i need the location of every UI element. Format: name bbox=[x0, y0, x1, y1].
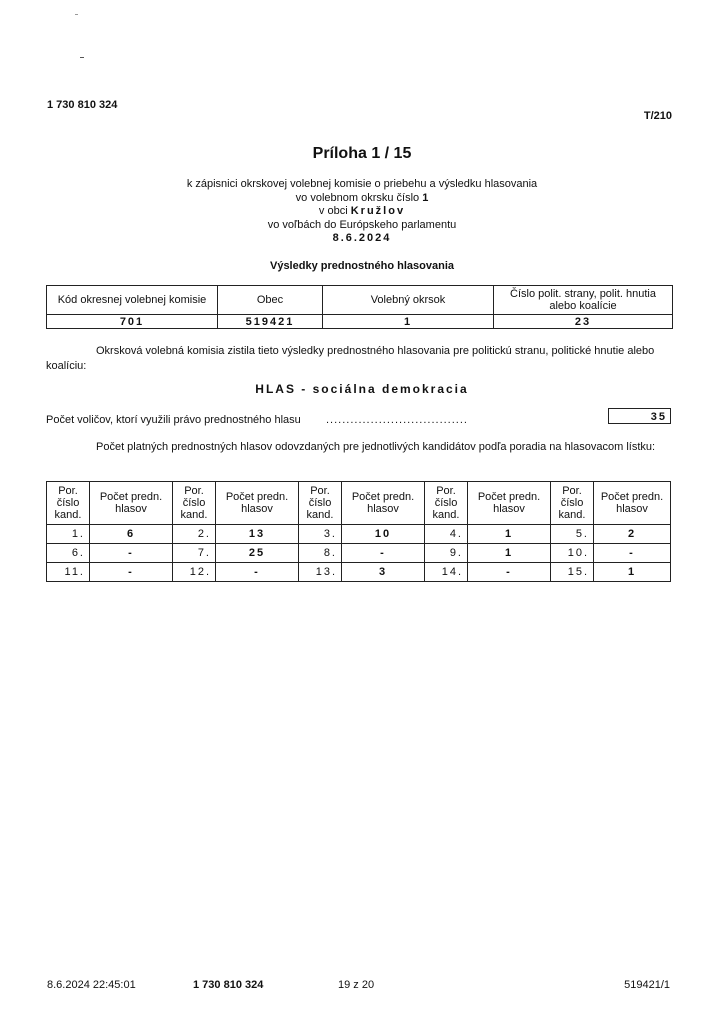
intro-line bbox=[0, 192, 724, 206]
party-name: HLAS - sociálna demokracia bbox=[255, 382, 469, 396]
footer-datetime: 8.6.2024 22:45:01 bbox=[47, 979, 136, 991]
info-table-value-row bbox=[47, 315, 673, 329]
voters-label: Počet voličov, ktorí využili právo prednostného hlasu bbox=[46, 414, 301, 426]
header-cell: Kód okresnej volebnej komisie bbox=[47, 286, 218, 315]
table-row bbox=[47, 525, 671, 544]
col-header-votes: Počet predn. hlasov bbox=[594, 482, 671, 525]
candidate-number: 8. bbox=[299, 544, 342, 563]
col-header-number: Por. číslo kand. bbox=[47, 482, 90, 525]
section-title: Výsledky prednostného hlasovania bbox=[269, 260, 454, 272]
header-cell: Číslo polit. strany, polit. hnutia alebo koalície bbox=[494, 286, 673, 315]
col-header-number: Por. číslo kand. bbox=[551, 482, 594, 525]
candidate-number: 2. bbox=[173, 525, 216, 544]
col-header-votes: Počet predn. hlasov bbox=[90, 482, 173, 525]
candidate-votes: - bbox=[90, 563, 173, 582]
candidates-table bbox=[46, 481, 671, 582]
election-date: 8.6.2024 bbox=[332, 232, 392, 244]
intro-line bbox=[0, 205, 724, 219]
candidate-number: 11. bbox=[47, 563, 90, 582]
candidate-votes: 1 bbox=[594, 563, 671, 582]
candidates-header-row bbox=[47, 482, 671, 525]
candidate-number: 14. bbox=[425, 563, 468, 582]
candidate-number: 15. bbox=[551, 563, 594, 582]
candidate-number: 13. bbox=[299, 563, 342, 582]
scan-speck bbox=[75, 14, 78, 15]
value-cell: 519421 bbox=[218, 315, 323, 329]
candidate-number: 12. bbox=[173, 563, 216, 582]
form-code: T/210 bbox=[643, 110, 672, 122]
candidate-number: 1. bbox=[47, 525, 90, 544]
candidate-votes: 1 bbox=[468, 525, 551, 544]
candidate-number: 9. bbox=[425, 544, 468, 563]
candidate-votes: 10 bbox=[342, 525, 425, 544]
scan-speck bbox=[80, 57, 84, 58]
candidate-number: 4. bbox=[425, 525, 468, 544]
candidate-votes: - bbox=[594, 544, 671, 563]
candidate-number: 3. bbox=[299, 525, 342, 544]
col-header-number: Por. číslo kand. bbox=[299, 482, 342, 525]
page-number: 19 z 20 bbox=[338, 979, 375, 991]
value-cell: 1 bbox=[323, 315, 494, 329]
intro-line: k zápisnici okrskovej volebnej komisie o priebehu a výsledku hlasovania bbox=[186, 178, 538, 190]
candidate-votes: - bbox=[468, 563, 551, 582]
info-table bbox=[46, 285, 673, 329]
col-header-number: Por. číslo kand. bbox=[173, 482, 216, 525]
candidate-number: 7. bbox=[173, 544, 216, 563]
municipality-name: Kružlov bbox=[350, 205, 406, 217]
candidate-votes: 1 bbox=[468, 544, 551, 563]
intro-text: vo volebnom okrsku číslo bbox=[295, 191, 423, 204]
col-header-number: Por. číslo kand. bbox=[425, 482, 468, 525]
footer-document-id: 1 730 810 324 bbox=[193, 979, 264, 991]
candidate-votes: - bbox=[342, 544, 425, 563]
value-cell: 23 bbox=[494, 315, 673, 329]
page-title: Príloha 1 / 15 bbox=[312, 145, 412, 162]
value-cell: 701 bbox=[47, 315, 218, 329]
col-header-votes: Počet predn. hlasov bbox=[342, 482, 425, 525]
intro-block bbox=[0, 178, 724, 246]
document-id: 1 730 810 324 bbox=[47, 99, 118, 111]
table-row bbox=[47, 563, 671, 582]
info-table-header-row bbox=[47, 286, 673, 315]
table-row bbox=[47, 544, 671, 563]
description-paragraph: Počet platných prednostných hlasov odovzdaných pre jednotlivých kandidátov podľa poradia na hlasovacom lístku: bbox=[96, 441, 656, 453]
candidate-votes: - bbox=[90, 544, 173, 563]
candidate-votes: 2 bbox=[594, 525, 671, 544]
footer-reference: 519421/1 bbox=[624, 979, 670, 991]
candidate-number: 6. bbox=[47, 544, 90, 563]
intro-line: vo voľbách do Európskeho parlamentu bbox=[267, 218, 457, 231]
intro-text: v obci bbox=[318, 205, 351, 217]
dot-leader: ................................... bbox=[326, 414, 468, 426]
header-cell: Obec bbox=[218, 286, 323, 315]
description-paragraph: Okrsková volebná komisia zistila tieto výsledky prednostného hlasovania pre politickú stranu, politické hnutie alebo koalíciu: bbox=[46, 345, 655, 372]
candidate-votes: 25 bbox=[216, 544, 299, 563]
candidate-votes: 6 bbox=[90, 525, 173, 544]
col-header-votes: Počet predn. hlasov bbox=[216, 482, 299, 525]
header-cell: Volebný okrsok bbox=[323, 286, 494, 315]
candidate-number: 10. bbox=[551, 544, 594, 563]
candidate-number: 5. bbox=[551, 525, 594, 544]
voters-count: 35 bbox=[608, 408, 671, 424]
district-number: 1 bbox=[422, 191, 429, 204]
candidate-votes: - bbox=[216, 563, 299, 582]
candidate-votes: 13 bbox=[216, 525, 299, 544]
col-header-votes: Počet predn. hlasov bbox=[468, 482, 551, 525]
candidate-votes: 3 bbox=[342, 563, 425, 582]
